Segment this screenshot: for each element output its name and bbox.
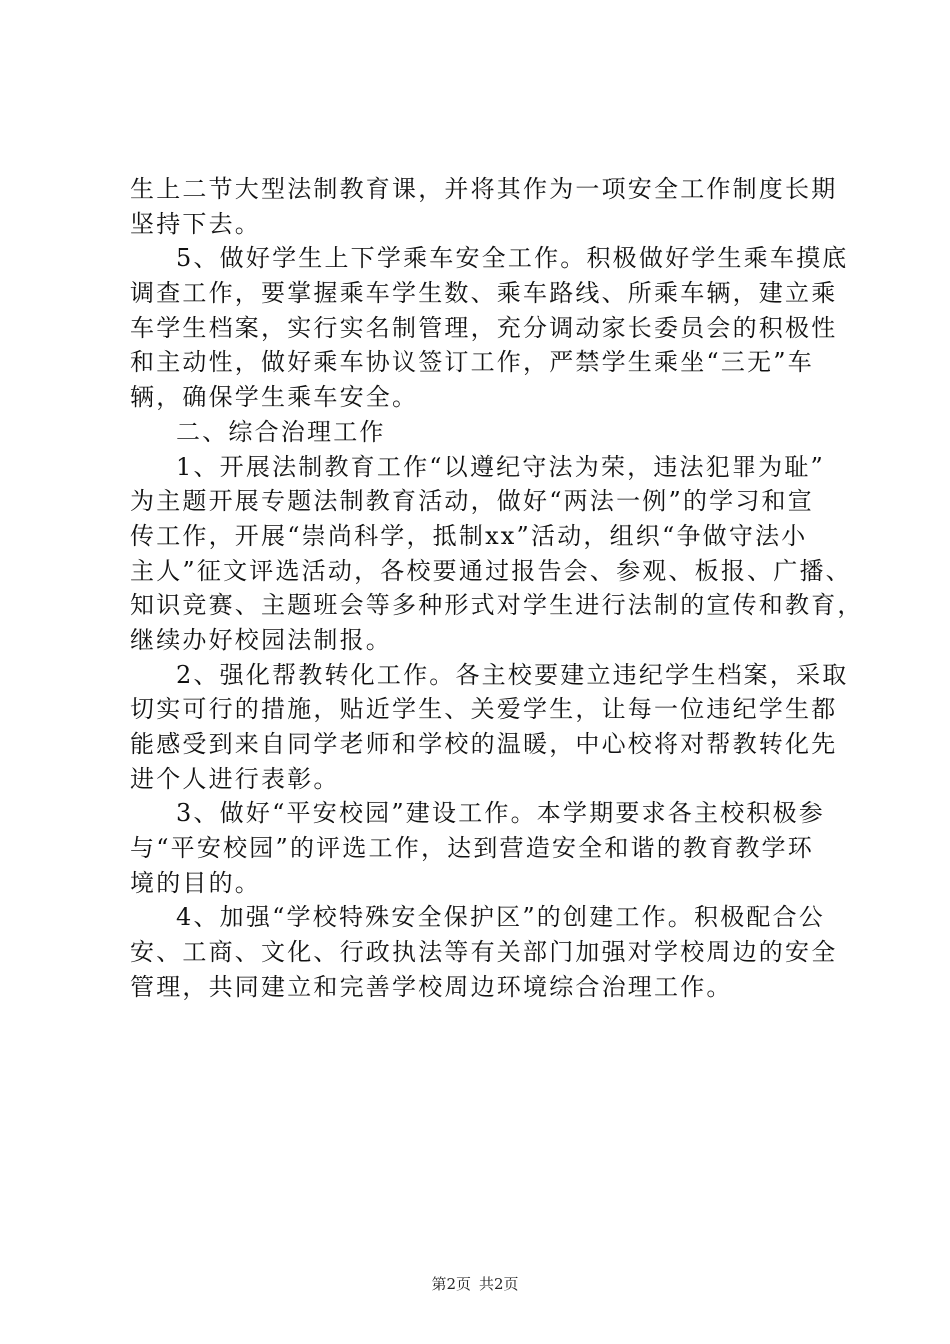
text-line: 知识竞赛、主题班会等多种形式对学生进行法制的宣传和教育，: [130, 591, 864, 620]
text-line: 管理，共同建立和完善学校周边环境综合治理工作。: [130, 972, 733, 1001]
text-line: 境的目的。: [130, 868, 261, 897]
text-line: 辆，确保学生乘车安全。: [130, 383, 419, 412]
text-line: 调查工作，要掌握乘车学生数、乘车路线、所乘车辆，建立乘: [130, 279, 838, 308]
text-line: 安、工商、文化、行政执法等有关部门加强对学校周边的安全: [130, 938, 838, 967]
text-line: 3、做好“平安校园”建设工作。本学期要求各主校积极参: [176, 799, 826, 828]
text-line: 4、加强“学校特殊安全保护区”的创建工作。积极配合公: [176, 903, 826, 932]
text-line: 5、做好学生上下学乘车安全工作。积极做好学生乘车摸底: [176, 244, 849, 273]
text-line: 1、开展法制教育工作“以遵纪守法为荣，违法犯罪为耻”: [176, 452, 826, 481]
section-heading: 二、综合治理工作: [176, 417, 386, 446]
text-line: 传工作，开展“崇尚科学，抵制xx”活动，组织“争做守法小: [130, 521, 808, 550]
text-line: 主人”征文评选活动，各校要通过报告会、参观、板报、广播、: [130, 556, 852, 585]
text-line: 为主题开展专题法制教育活动，做好“两法一例”的学习和宣: [130, 487, 814, 516]
text-line: 切实可行的措施，贴近学生、关爱学生，让每一位违纪学生都: [130, 695, 838, 724]
text-line: 坚持下去。: [130, 209, 261, 238]
text-line: 生上二节大型法制教育课，并将其作为一项安全工作制度长期: [130, 175, 838, 203]
text-line: 进个人进行表彰。: [130, 764, 340, 793]
text-line: 车学生档案，实行实名制管理，充分调动家长委员会的积极性: [130, 313, 838, 342]
page-total: 共2页: [479, 1275, 519, 1293]
text-line: 继续办好校园法制报。: [130, 625, 392, 654]
document-body: [130, 172, 864, 1005]
text-line: 与“平安校园”的评选工作，达到营造安全和谐的教育教学环: [130, 834, 814, 863]
page-number: 第2页: [431, 1275, 471, 1293]
text-line: 和主动性，做好乘车协议签订工作，严禁学生乘坐“三无”车: [130, 348, 814, 377]
page-footer: [0, 1274, 950, 1294]
text-line: 能感受到来自同学老师和学校的温暖，中心校将对帮教转化先: [130, 730, 838, 758]
text-line: 2、强化帮教转化工作。各主校要建立违纪学生档案，采取: [176, 660, 849, 689]
